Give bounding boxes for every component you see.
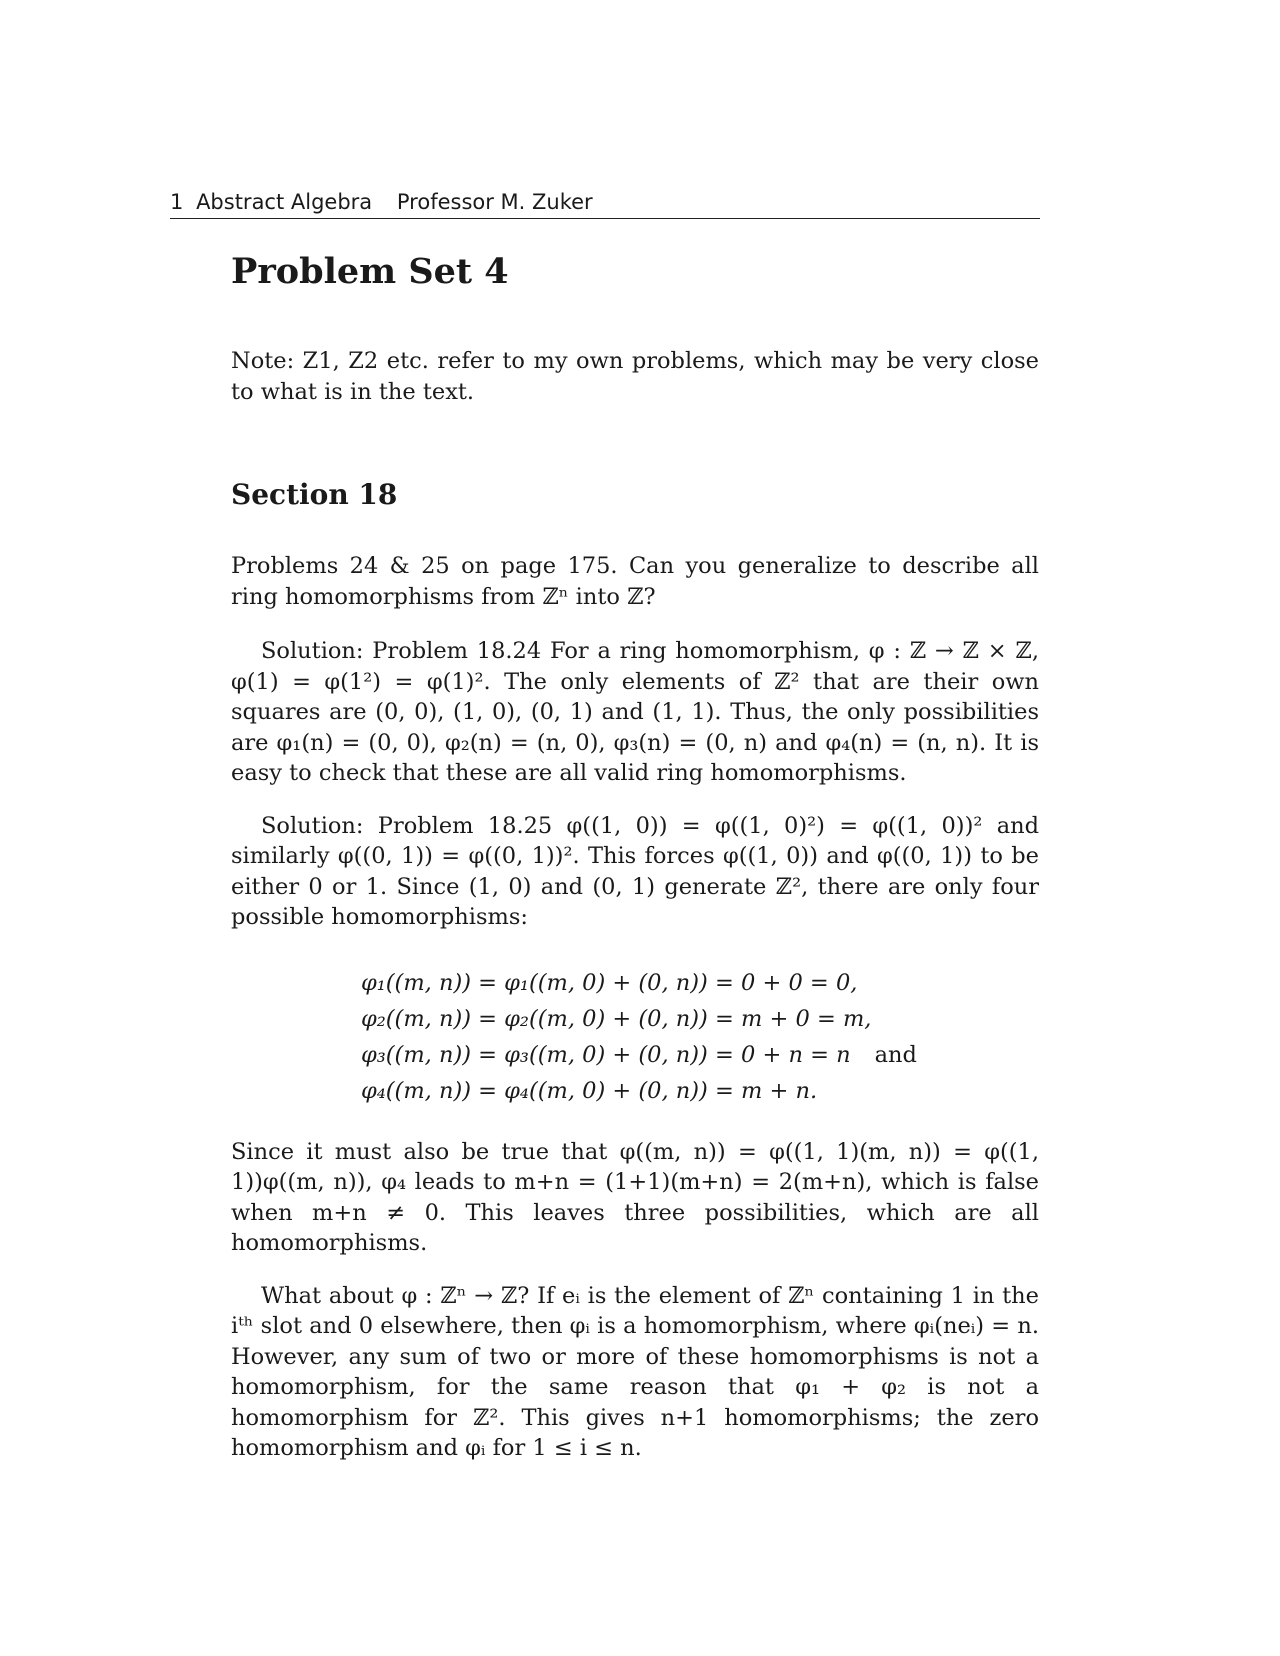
equation-row: φ₁((m, n)) = φ₁((m, 0) + (0, n)) = 0 + 0 = 0, — [361, 969, 858, 996]
equation-and: and — [874, 1041, 917, 1068]
section-heading: Section 18 — [231, 478, 398, 511]
solution-18-24: Solution: Problem 18.24 For a ring homomorphism, φ : ℤ → ℤ × ℤ, φ(1) = φ(1²) = φ(1)². The only elements of ℤ² that are their own squares are (0, 0), (1, 0), (0, 1) and (1, 1). Thus, the only possibilities are φ₁(n) = (0, 0), φ₂(n) = (n, 0), φ₃(n) = (0, n) and φ₄(n) = (n, n). It is easy to check that these are all valid ring homomorphisms. — [231, 638, 1039, 786]
equation-row: φ₄((m, n)) = φ₄((m, 0) + (0, n)) = m + n. — [361, 1077, 818, 1104]
solution-18-25: Solution: Problem 18.25 φ((1, 0)) = φ((1, 0)²) = φ((1, 0))² and similarly φ((0, 1)) = φ((0, 1))². This forces φ((1, 0)) and φ((0, 1)) to be either 0 or 1. Since (1, 0) and (0, 1) generate ℤ², there are only four possible homomorphisms: — [231, 812, 1039, 930]
equation-row: φ₃((m, n)) = φ₃((m, 0) + (0, n)) = 0 + n = n and — [361, 1041, 917, 1068]
generalization-paragraph: What about φ : ℤⁿ → ℤ? If eᵢ is the element of ℤⁿ containing 1 in the iᵗʰ slot and 0 elsewhere, then φᵢ is a homomorphism, where φᵢ(neᵢ) = n. However, any sum of two or more of these homomorphisms is not a homomorphism, for the same reason that φ₁ + φ₂ is not a homomorphism for ℤ². This gives n+1 homomorphisms; the zero homomorphism and φᵢ for 1 ≤ i ≤ n. — [231, 1282, 1039, 1461]
page-number: 1 — [170, 190, 184, 214]
note-paragraph: Note: Z1, Z2 etc. refer to my own problems, which may be very close to what is in the text. — [231, 348, 1039, 405]
equation-row: φ₂((m, n)) = φ₂((m, 0) + (0, n)) = m + 0 = m, — [361, 1005, 872, 1032]
document-body — [231, 250, 1039, 1486]
equation-block — [361, 965, 1039, 1109]
professor-name: Professor M. Zuker — [396, 190, 593, 214]
course-name: Abstract Algebra — [196, 190, 373, 214]
since-paragraph: Since it must also be true that φ((m, n)) = φ((1, 1)(m, n)) = φ((1, 1))φ((m, n)), φ₄ leads to m+n = (1+1)(m+n) = 2(m+n), which is false when m+n ≠ 0. This leaves three possibilities, which are all homomorphisms. — [231, 1138, 1039, 1256]
problems-paragraph: Problems 24 & 25 on page 175. Can you generalize to describe all ring homomorphisms from ℤⁿ into ℤ? — [231, 553, 1039, 610]
running-header — [170, 188, 1040, 219]
page-title: Problem Set 4 — [231, 251, 509, 292]
